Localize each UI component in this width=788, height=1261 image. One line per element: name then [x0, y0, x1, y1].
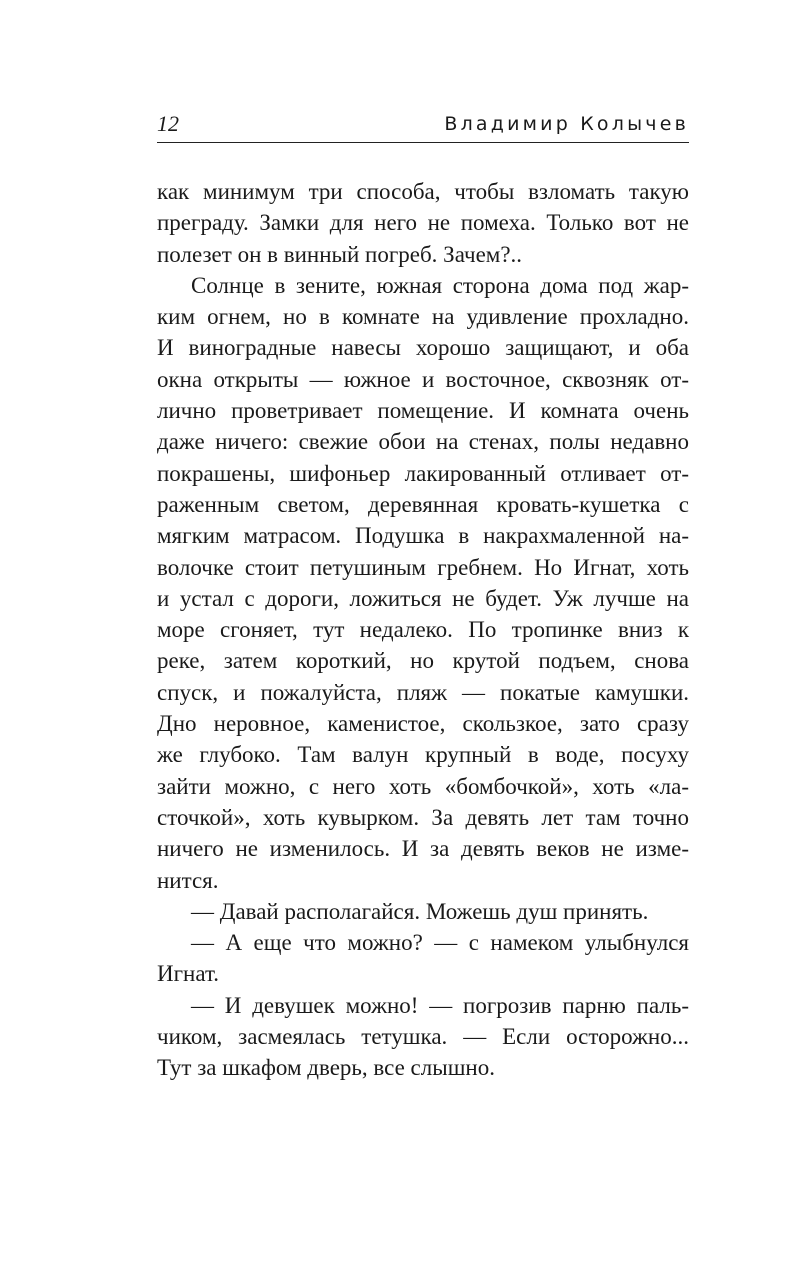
- text-line: чиком, засмеялась тетушка. — Если осторожно...: [157, 1024, 689, 1050]
- text-line: Солнце в зените, южная сторона дома под жар-: [191, 272, 689, 298]
- text-line: раженным светом, деревянная кровать-кушетка с: [157, 491, 689, 517]
- text-line: покрашены, шифоньер лакированный отливает от-: [157, 460, 689, 486]
- text-line: реке, затем короткий, но крутой подъем, снова: [157, 648, 689, 674]
- text-line: лично проветривает помещение. И комната очень: [157, 398, 689, 424]
- text-line: сточкой», хоть кувырком. За девять лет там точно: [157, 804, 689, 830]
- text-line: — А еще что можно? — с намеком улыбнулся: [191, 930, 689, 956]
- text-line: нится.: [157, 867, 219, 893]
- text-line: море сгоняет, тут недалеко. По тропинке вниз к: [157, 617, 689, 643]
- text-line: как минимум три способа, чтобы взломать такую: [157, 179, 689, 204]
- text-line: же глубоко. Там валун крупный в воде, посуху: [157, 742, 689, 768]
- text-line: даже ничего: свежие обои на стенах, полы недавно: [157, 429, 689, 455]
- text-line: спуск, и пожалуйста, пляж — покатые камушки.: [157, 679, 689, 705]
- text-line: ким огнем, но в комнате на удивление прохладно.: [157, 304, 689, 330]
- text-line: полезет он в винный погреб. Зачем?..: [157, 241, 523, 267]
- text-line: мягким матрасом. Подушка в накрахмаленной на-: [157, 523, 689, 549]
- text-line: преграду. Замки для него не помеха. Только вот не: [157, 210, 689, 236]
- text-line: зайти можно, с него хоть «бомбочкой», хоть «ла-: [157, 773, 689, 799]
- text-line: ничего не изменилось. И за девять веков не изме-: [157, 836, 689, 862]
- text-line: Дно неровное, каменистое, скользкое, зато сразу: [157, 711, 689, 737]
- page-number: 12: [157, 111, 179, 136]
- text-line: — Давай располагайся. Можешь душ принять.: [191, 898, 649, 924]
- text-line: И виноградные навесы хорошо защищают, и оба: [157, 335, 689, 361]
- body-text: [157, 176, 689, 1084]
- text-line: и устал с дороги, ложиться не будет. Уж лучше на: [157, 585, 689, 611]
- text-line: Игнат.: [157, 961, 220, 987]
- text-line: волочке стоит петушиным гребнем. Но Игнат, хоть: [157, 554, 689, 580]
- running-header-author: Владимир Колычев: [444, 113, 689, 135]
- text-line: — И девушек можно! — погрозив парню паль-: [191, 992, 689, 1018]
- text-line: окна открыты — южное и восточное, сквозняк от-: [157, 366, 689, 392]
- running-header: [157, 108, 689, 143]
- text-line: Тут за шкафом дверь, все слышно.: [157, 1055, 495, 1081]
